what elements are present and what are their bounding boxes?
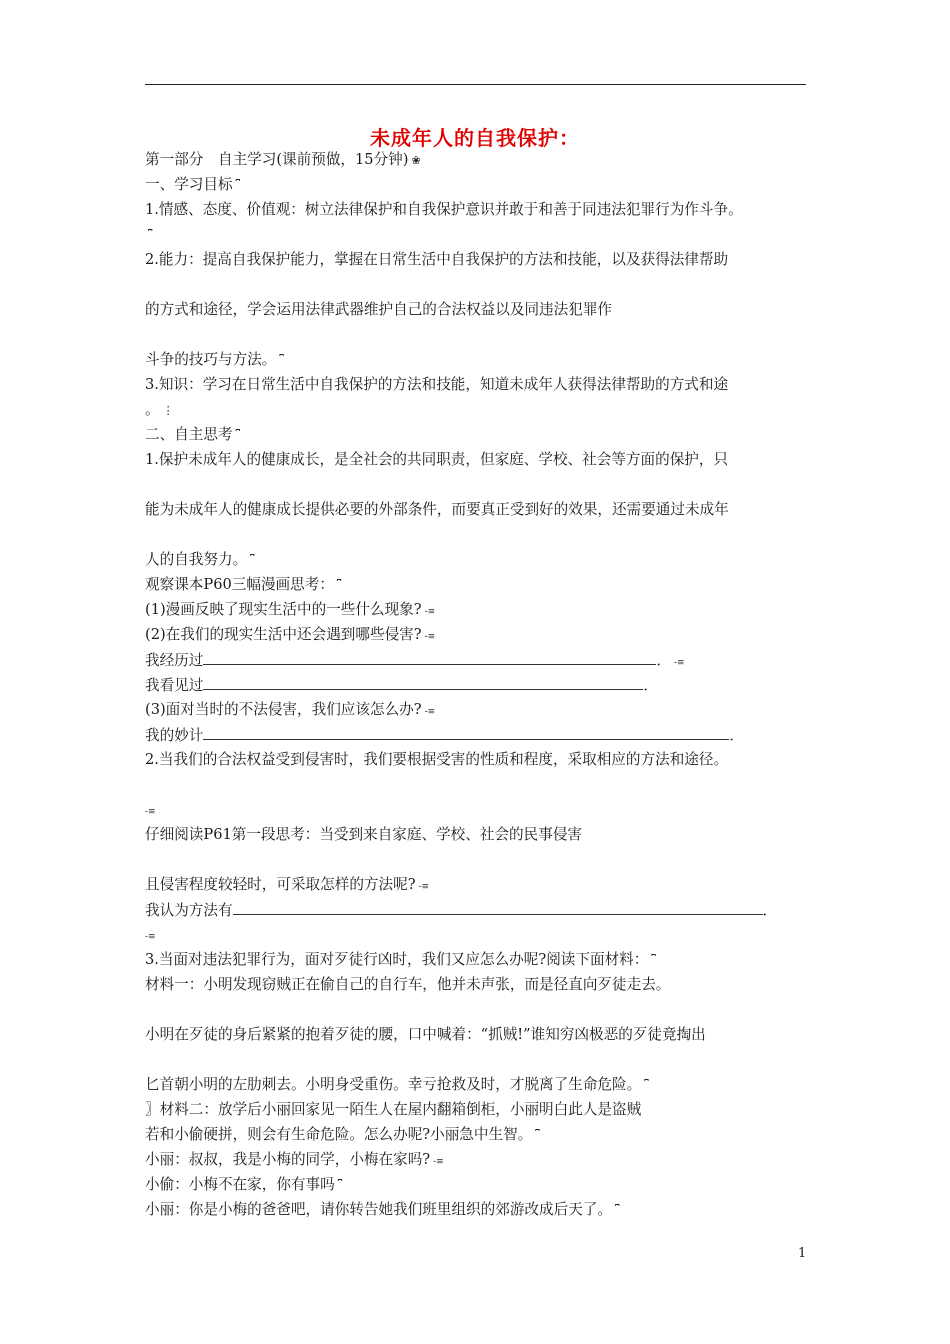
decorative-mark-icon xyxy=(250,554,254,567)
decorative-mark-icon xyxy=(535,1129,539,1142)
decorative-mark-icon xyxy=(651,954,655,967)
material-line: 若和小偷硬拼，则会有生命危险。怎么办呢?小丽急中生智。⎴ xyxy=(145,1125,540,1146)
text-line xyxy=(145,225,152,246)
text-line: 第一部分 自主学习(课前预做，15分钟)❀ xyxy=(145,150,421,171)
text-line: 3.知识：学习在日常生活中自我保护的方法和技能，知道未成年人获得法律帮助的方式和途 xyxy=(145,376,729,393)
fill-in-line: 我经历过 ．-≡ xyxy=(145,650,685,673)
answer-blank[interactable] xyxy=(233,900,763,915)
decorative-mark-icon xyxy=(419,879,430,892)
text-line: 的方式和途径，学会运用法律武器维护自己的合法权益以及同违法犯罪作 xyxy=(145,301,613,318)
header-rule xyxy=(145,84,806,85)
decorative-mark-icon xyxy=(425,604,436,617)
decorative-mark-icon xyxy=(411,154,420,167)
fill-in-line: 我认为方法有 ． xyxy=(145,902,778,919)
section-heading: 二、自主思考⎴ xyxy=(145,425,240,446)
text-line: 2.能力：提高自我保护能力，掌握在日常生活中自我保护的方法和技能，以及获得法律帮助 xyxy=(145,251,729,268)
decorative-mark-icon xyxy=(145,929,156,942)
question-line: (1)漫画反映了现实生活中的一些什么现象?-≡ xyxy=(145,600,435,622)
question-line: (3)面对当时的不法侵害，我们应该怎么办?-≡ xyxy=(145,700,435,722)
page-number: 1 xyxy=(798,1246,807,1261)
fill-in-line: 我的妙计 ． xyxy=(145,727,744,744)
material-line: 匕首朝小明的左肋刺去。小明身受重伤。幸亏抢救及时，才脱离了生命危险。⎴ xyxy=(145,1075,649,1096)
question-line: (2)在我们的现实生活中还会遇到哪些侵害?-≡ xyxy=(145,625,435,647)
text-line: 。⋮ xyxy=(145,400,174,421)
text-line xyxy=(145,925,156,947)
text-line: 2.当我们的合法权益受到侵害时，我们要根据受害的性质和程度，采取相应的方法和途径。 xyxy=(145,751,729,768)
text-line: 1.保护未成年人的健康成长，是全社会的共同职责，但家庭、学校、社会等方面的保护，只 xyxy=(145,451,729,468)
text-line: 3.当面对违法犯罪行为，面对歹徒行凶时，我们又应怎么办呢?阅读下面材料：⎴ xyxy=(145,950,656,971)
decorative-mark-icon xyxy=(236,429,240,442)
text-line: 人的自我努力。⎴ xyxy=(145,550,255,571)
decorative-mark-icon xyxy=(337,579,341,592)
material-line: 小明在歹徒的身后紧紧的抱着歹徒的腰，口中喊着：“抓贼!”谁知穷凶极恶的歹徒竟掏出 xyxy=(145,1026,706,1043)
text-line xyxy=(145,800,156,822)
answer-blank[interactable] xyxy=(203,675,643,690)
dialogue-line: 小丽：叔叔，我是小梅的同学，小梅在家吗?-≡ xyxy=(145,1150,444,1172)
text-line: 斗争的技巧与方法。⎴ xyxy=(145,350,284,371)
material-line: 材料一：小明发现窃贼正在偷自己的自行车，他并未声张，而是径直向歹徒走去。 xyxy=(145,976,671,993)
document-title: 未成年人的自我保护： xyxy=(370,126,580,150)
text-line: 1.情感、态度、价值观：树立法律保护和自我保护意识并敢于和善于同违法犯罪行为作斗争。 xyxy=(145,201,743,218)
text-line: 观察课本P60三幅漫画思考：⎴ xyxy=(145,575,341,596)
decorative-mark-icon xyxy=(279,354,283,367)
decorative-mark-icon xyxy=(163,404,174,417)
decorative-mark-icon xyxy=(644,1079,648,1092)
material-line: 〗材料二：放学后小丽回家见一陌生人在屋内翻箱倒柜，小丽明白此人是盗贼 xyxy=(145,1101,642,1118)
answer-blank[interactable] xyxy=(203,725,729,740)
decorative-mark-icon xyxy=(338,1179,342,1192)
text-line: 仔细阅读P61第一段思考：当受到来自家庭、学校、社会的民事侵害 xyxy=(145,826,583,843)
decorative-mark-icon xyxy=(236,179,240,192)
answer-blank[interactable] xyxy=(203,650,656,665)
question-line: 且侵害程度较轻时，可采取怎样的方法呢?-≡ xyxy=(145,875,429,897)
decorative-mark-icon xyxy=(148,229,152,242)
decorative-mark-icon xyxy=(433,1154,444,1167)
decorative-mark-icon xyxy=(674,655,685,668)
dialogue-line: 小偷：小梅不在家，你有事吗⎴ xyxy=(145,1175,342,1196)
decorative-mark-icon xyxy=(145,804,156,817)
decorative-mark-icon xyxy=(425,629,436,642)
decorative-mark-icon xyxy=(615,1204,619,1217)
decorative-mark-icon xyxy=(425,704,436,717)
text-line: 一、学习目标⎴ xyxy=(145,175,240,196)
fill-in-line: 我看见过 ． xyxy=(145,677,658,694)
text-line: 能为未成年人的健康成长提供必要的外部条件，而要真正受到好的效果，还需要通过未成年 xyxy=(145,501,729,518)
dialogue-line: 小丽：你是小梅的爸爸吧，请你转告她我们班里组织的郊游改成后天了。⎴ xyxy=(145,1200,619,1221)
